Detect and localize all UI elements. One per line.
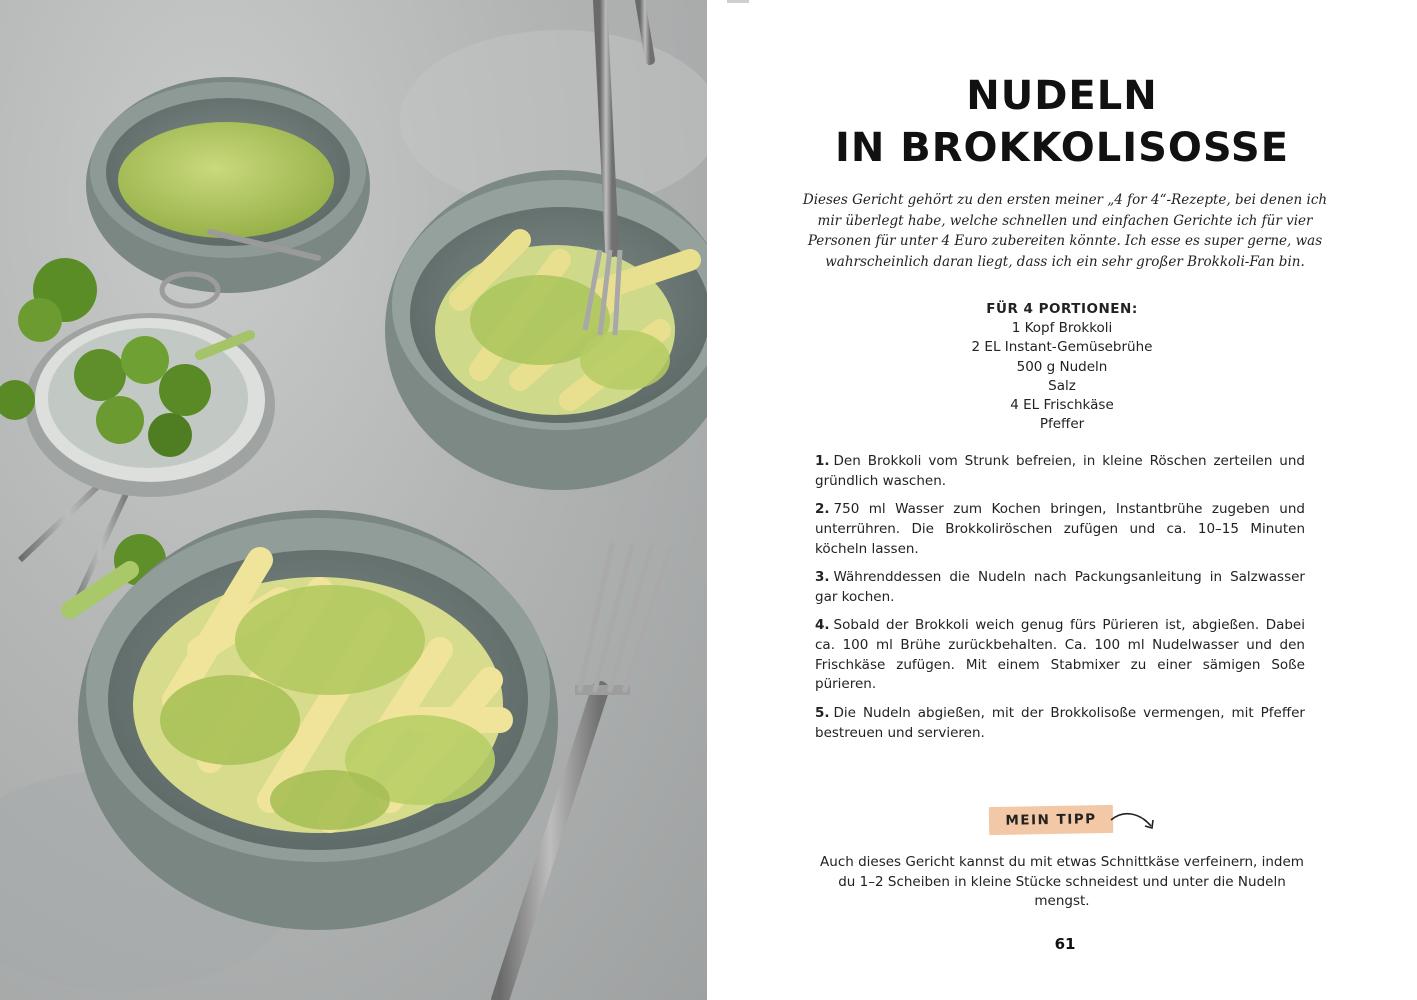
ingredient-item: 1 Kopf Brokkoli — [1011, 320, 1113, 337]
recipe-page — [707, 0, 1417, 1000]
recipe-title-line-2: IN BROKKOLISOSSE — [834, 125, 1290, 171]
recipe-intro: Dieses Gericht gehört zu den ersten meiner „4 for 4“-Rezepte, bei denen ich mir überlegt habe, welche schnellen und einfachen Gerichte ich für vier Personen für unter 4 Euro zubereiten könnte. Ich esse es super gerne, was wahrscheinlich daran liegt, dass ich ein sehr großer Brokkoli-Fan bin. — [802, 192, 1328, 270]
instruction-step — [815, 452, 1305, 492]
tip-label: MEIN TIPP — [989, 805, 1113, 835]
ingredient-item: Salz — [1048, 377, 1076, 394]
recipe-title-line-1: NUDELN — [966, 73, 1158, 119]
step-number: 4. — [815, 617, 830, 634]
step-number: 5. — [815, 704, 830, 721]
recipe-title — [707, 70, 1417, 174]
ingredient-item: Pfeffer — [1039, 416, 1085, 433]
pasta-bowl-back — [385, 170, 707, 490]
step-text: Währenddessen die Nudeln nach Packungsanleitung in Salzwasser gar kochen. — [815, 568, 1305, 605]
page-number: 61 — [1054, 935, 1076, 953]
food-illustration — [0, 0, 707, 1000]
instruction-step — [815, 704, 1305, 744]
curved-arrow-icon — [1109, 808, 1159, 836]
instruction-step — [815, 616, 1305, 695]
sauce-bowl — [86, 77, 370, 293]
ingredient-item: 500 g Nudeln — [1016, 358, 1108, 375]
instruction-step — [815, 500, 1305, 559]
step-text: Den Brokkoli vom Strunk befreien, in kleine Röschen zerteilen und gründlich waschen. — [815, 453, 1305, 489]
step-text: Sobald der Brokkoli weich genug fürs Pürieren ist, abgießen. Dabei ca. 100 ml Brühe zurückbehalten. Ca. 100 ml Nudelwasser und den Frischkäse zufügen. Mit einem Stabmixer zu einer sämigen Soße pürieren. — [815, 617, 1305, 693]
step-number: 1. — [815, 453, 830, 469]
ingredient-item: 4 EL Frischkäse — [1010, 397, 1114, 414]
recipe-photo — [0, 0, 707, 1000]
tip-text: Auch dieses Gericht kannst du mit etwas Schnittkäse verfeinern, indem du 1–2 Scheiben in kleine Stücke schneidest und unter die Nudeln mengst. — [820, 854, 1304, 909]
instruction-steps — [815, 452, 1305, 752]
pasta-bowl-front — [78, 510, 558, 930]
step-text: 750 ml Wasser zum Kochen bringen, Instantbrühe zugeben und unterrühren. Die Brokkoliröschen zufügen und ca. 10–15 Minuten köcheln lassen. — [815, 501, 1305, 557]
step-text: Die Nudeln abgießen, mit der Brokkolisoße vermengen, mit Pfeffer bestreuen und servieren. — [815, 704, 1305, 741]
page-edge-mark — [727, 0, 749, 3]
ingredient-heading: FÜR 4 PORTIONEN: — [986, 301, 1138, 317]
step-number: 3. — [815, 568, 830, 585]
step-number: 2. — [815, 501, 830, 518]
instruction-step — [815, 568, 1305, 608]
ingredient-item: 2 EL Instant-Gemüsebrühe — [971, 339, 1153, 356]
ingredient-list — [707, 300, 1417, 434]
